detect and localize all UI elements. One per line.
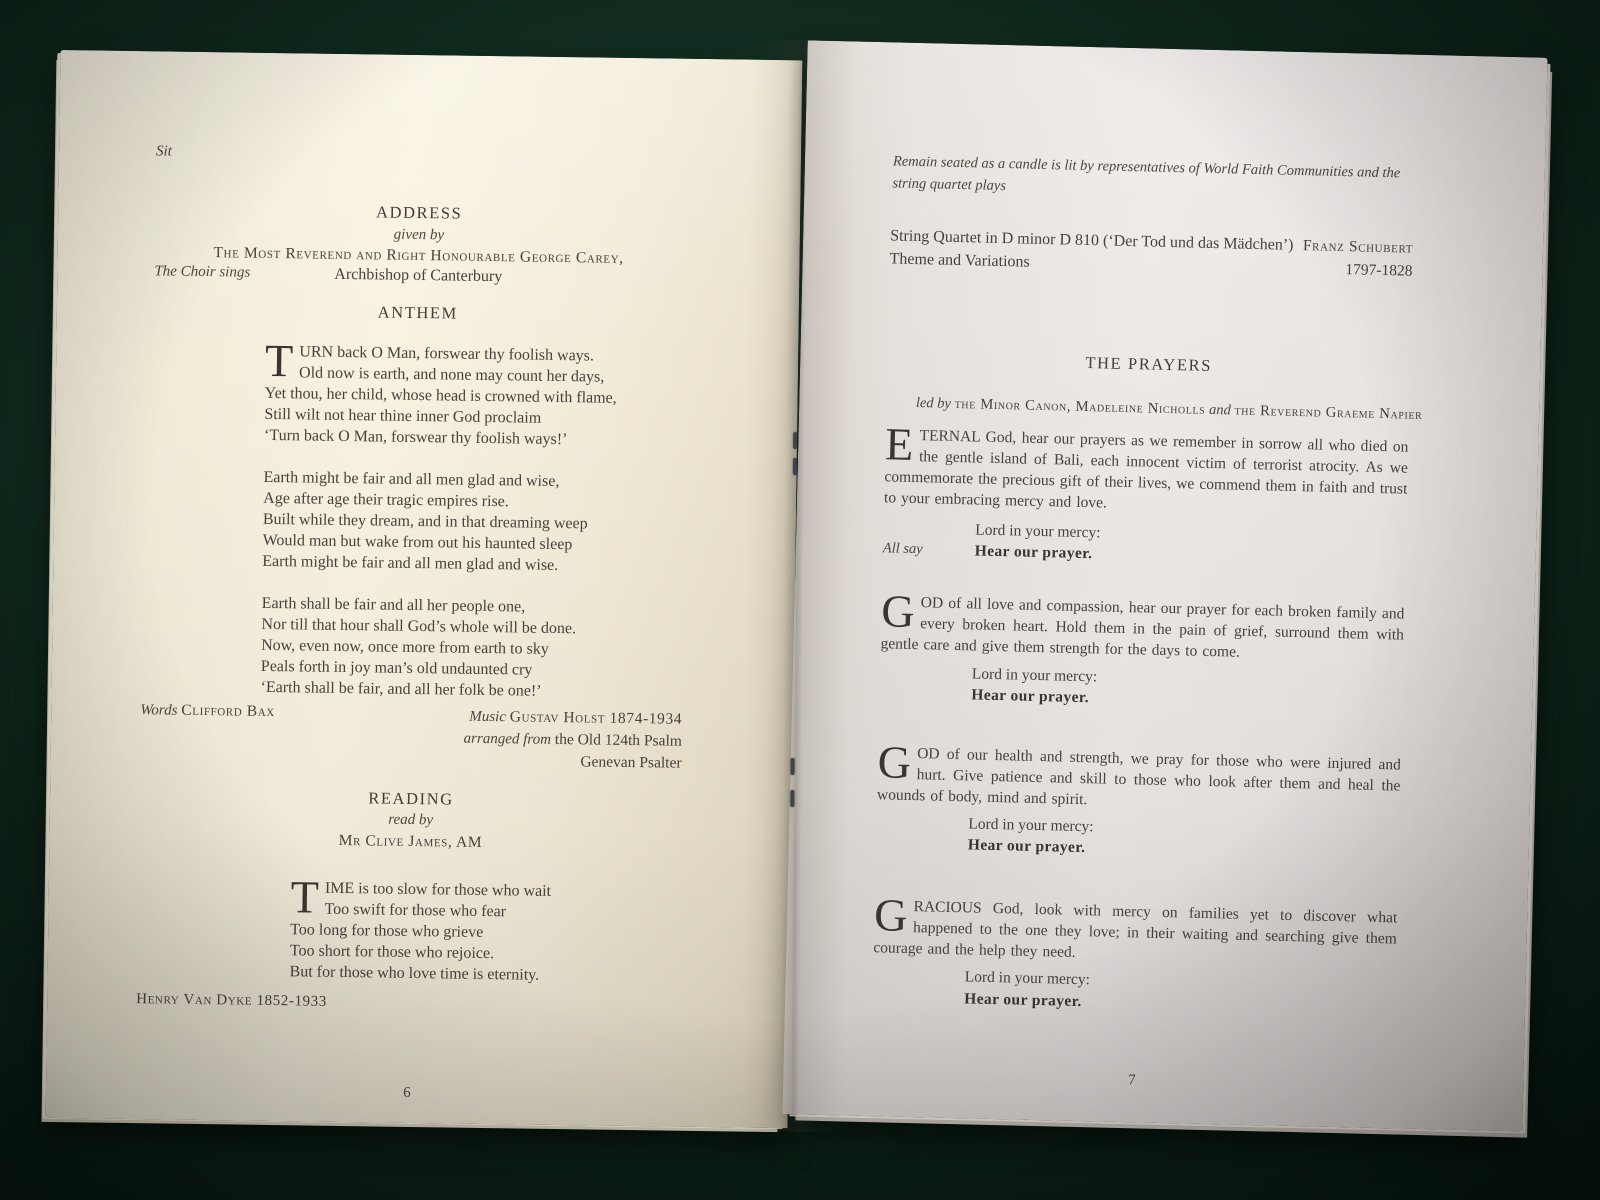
anthem-poem [260, 334, 617, 724]
prayer-paragraph-4 [873, 889, 1398, 970]
anthem-music-credit [463, 706, 682, 775]
reading-reader: Mr Clive James, AM [338, 831, 483, 851]
staple-bottom-a [791, 758, 795, 775]
prayer-leader-2: the Reverend Graeme Napier [1234, 402, 1423, 423]
words-author: Clifford Bax [181, 701, 275, 721]
reading-line: Too long for those who grieve [290, 921, 484, 941]
reading-dropcap: T [290, 871, 320, 923]
anthem-line: Earth might be fair and all men glad and wise. [262, 552, 559, 574]
versicle-3: Lord in your mercy: [968, 815, 1094, 836]
composer-dates: 1797-1828 [1345, 261, 1413, 280]
anthem-heading: ANTHEM [377, 302, 459, 323]
prayer-1-dropcap: E [884, 418, 914, 470]
prayer-paragraph-2 [880, 585, 1405, 666]
address-speaker: The Most Reverend and Right Honourable George Carey, [213, 244, 624, 267]
anthem-line: URN back O Man, forswear thy foolish ways. [299, 343, 595, 365]
prayer-paragraph-3 [876, 736, 1402, 817]
music-label: Music [469, 708, 507, 726]
response-1: Hear our prayer. [974, 542, 1093, 563]
reading-author: Henry Van Dyke 1852-1933 [136, 991, 328, 1010]
anthem-line: Peals forth in joy man’s old undaunted cry [260, 657, 533, 679]
response-3: Hear our prayer. [967, 836, 1086, 857]
music-item [889, 224, 1413, 282]
anthem-stanza-3 [260, 593, 614, 703]
reading-line: IME is too slow for those who wait [324, 879, 552, 900]
prayer-3-dropcap: G [877, 736, 912, 788]
anthem-line: Now, even now, once more from earth to sky [261, 636, 549, 658]
prayer-4-text: RACIOUS God, look with mercy on families yet to discover what happened to the one they love; in their waiting and searching give them courage and the help they need. [873, 898, 1398, 961]
anthem-line: Yet thou, her child, whose head is crowned with flame, [264, 384, 617, 407]
prayer-3-text: OD of our health and strength, we pray for those who were injured and hurt. Give patience and skill to those who look after them and heal the wounds of body, mind and spirit. [876, 745, 1402, 809]
prayer-leader-1: the Minor Canon, Madeleine Nicholls [954, 395, 1206, 418]
page-number-left: 6 [403, 1084, 411, 1101]
right-page [782, 40, 1547, 1131]
versicle-1: Lord in your mercy: [975, 521, 1101, 542]
left-page [46, 50, 803, 1128]
composer-name: Franz Schubert [1302, 237, 1414, 257]
versicle-4: Lord in your mercy: [964, 968, 1091, 989]
staple-top-b [793, 458, 797, 475]
anthem-line: Built while they dream, and in that dreaming weep [262, 510, 588, 533]
page-number-right: 7 [1127, 1072, 1136, 1089]
music-piece-title: String Quartet in D minor D 810 (‘Der Tod und das Mädchen’) [889, 227, 1294, 254]
reading-poem [289, 871, 552, 985]
anthem-stanza-2 [262, 467, 616, 577]
prayers-heading: THE PRAYERS [1085, 353, 1213, 375]
staple-bottom-b [790, 790, 794, 807]
prayer-1-text: TERNAL God, hear our prayers as we remember in sorrow all who died on the gentle island of Bali, each innocent victim of terrorist atrocity. As we commemorate the precious gift of their lives, we commend them in faith and trust to your embracing mercy and love. [883, 427, 1409, 512]
response-4: Hear our prayer. [964, 990, 1083, 1011]
address-speaker-role: Archbishop of Canterbury [334, 265, 503, 286]
sit-rubric: Sit [155, 143, 173, 160]
anthem-stanza-1 [263, 334, 618, 451]
reading-heading: READING [368, 788, 454, 809]
anthem-dropcap: T [264, 334, 294, 387]
anthem-line: Age after age their tragic empires rise. [263, 489, 509, 511]
prayer-paragraph-1 [883, 418, 1409, 520]
address-heading: ADDRESS [375, 202, 463, 223]
anthem-line: Still wilt not hear thine inner God proclaim [264, 405, 542, 427]
reading-line: But for those who love time is eternity. [289, 963, 540, 984]
arranged-from-source: the Old 124th Psalm [550, 730, 682, 750]
anthem-line: Old now is earth, and none may count her days, [298, 364, 605, 386]
psalter-source: Genevan Psalter [580, 753, 682, 772]
response-2: Hear our prayer. [971, 686, 1090, 707]
staple-top-a [793, 432, 797, 449]
arranged-from-label: arranged from [463, 730, 552, 748]
candle-rubric: Remain seated as a candle is lit by representatives of World Faith Communities and the string quartet plays [892, 153, 1401, 195]
words-label: Words [140, 702, 178, 719]
anthem-line: Earth shall be fair and all her people one, [261, 594, 526, 616]
led-by-label: led by [915, 395, 952, 412]
prayer-2-text: OD of all love and compassion, hear our prayer for each broken family and every broken heart. Hold them in the pain of grief, surround them with gentle care and give them strength for the days to come. [880, 594, 1405, 661]
prayer-4-dropcap: G [873, 889, 909, 941]
anthem-line: Earth might be fair and all men glad and wise, [263, 468, 560, 490]
all-say-label: All say [882, 540, 923, 558]
anthem-line: Would man but wake from out his haunted sleep [262, 531, 573, 554]
anthem-line: ‘Turn back O Man, forswear thy foolish ways!’ [263, 426, 568, 449]
address-given-by-rubric: given by [393, 226, 445, 244]
reading-line: Too swift for those who fear [324, 900, 507, 921]
anthem-words-credit [140, 701, 275, 721]
reading-line: Too short for those who rejoice. [289, 942, 495, 963]
reading-read-by-rubric: read by [388, 811, 434, 829]
and-label: and [1208, 401, 1232, 419]
anthem-line: Nor till that hour shall God’s whole will be done. [261, 615, 577, 638]
response-row-1 [796, 538, 1536, 563]
anthem-line: ‘Earth shall be fair, and all her folk be one!’ [260, 678, 542, 700]
versicle-2: Lord in your mercy: [971, 665, 1098, 686]
service-booklet [41, 34, 1542, 1138]
choir-rubric: The Choir sings [154, 263, 251, 281]
music-composer: Gustav Holst 1874-1934 [509, 708, 683, 728]
music-piece-movement: Theme and Variations [889, 250, 1030, 271]
prayer-2-dropcap: G [880, 585, 916, 638]
